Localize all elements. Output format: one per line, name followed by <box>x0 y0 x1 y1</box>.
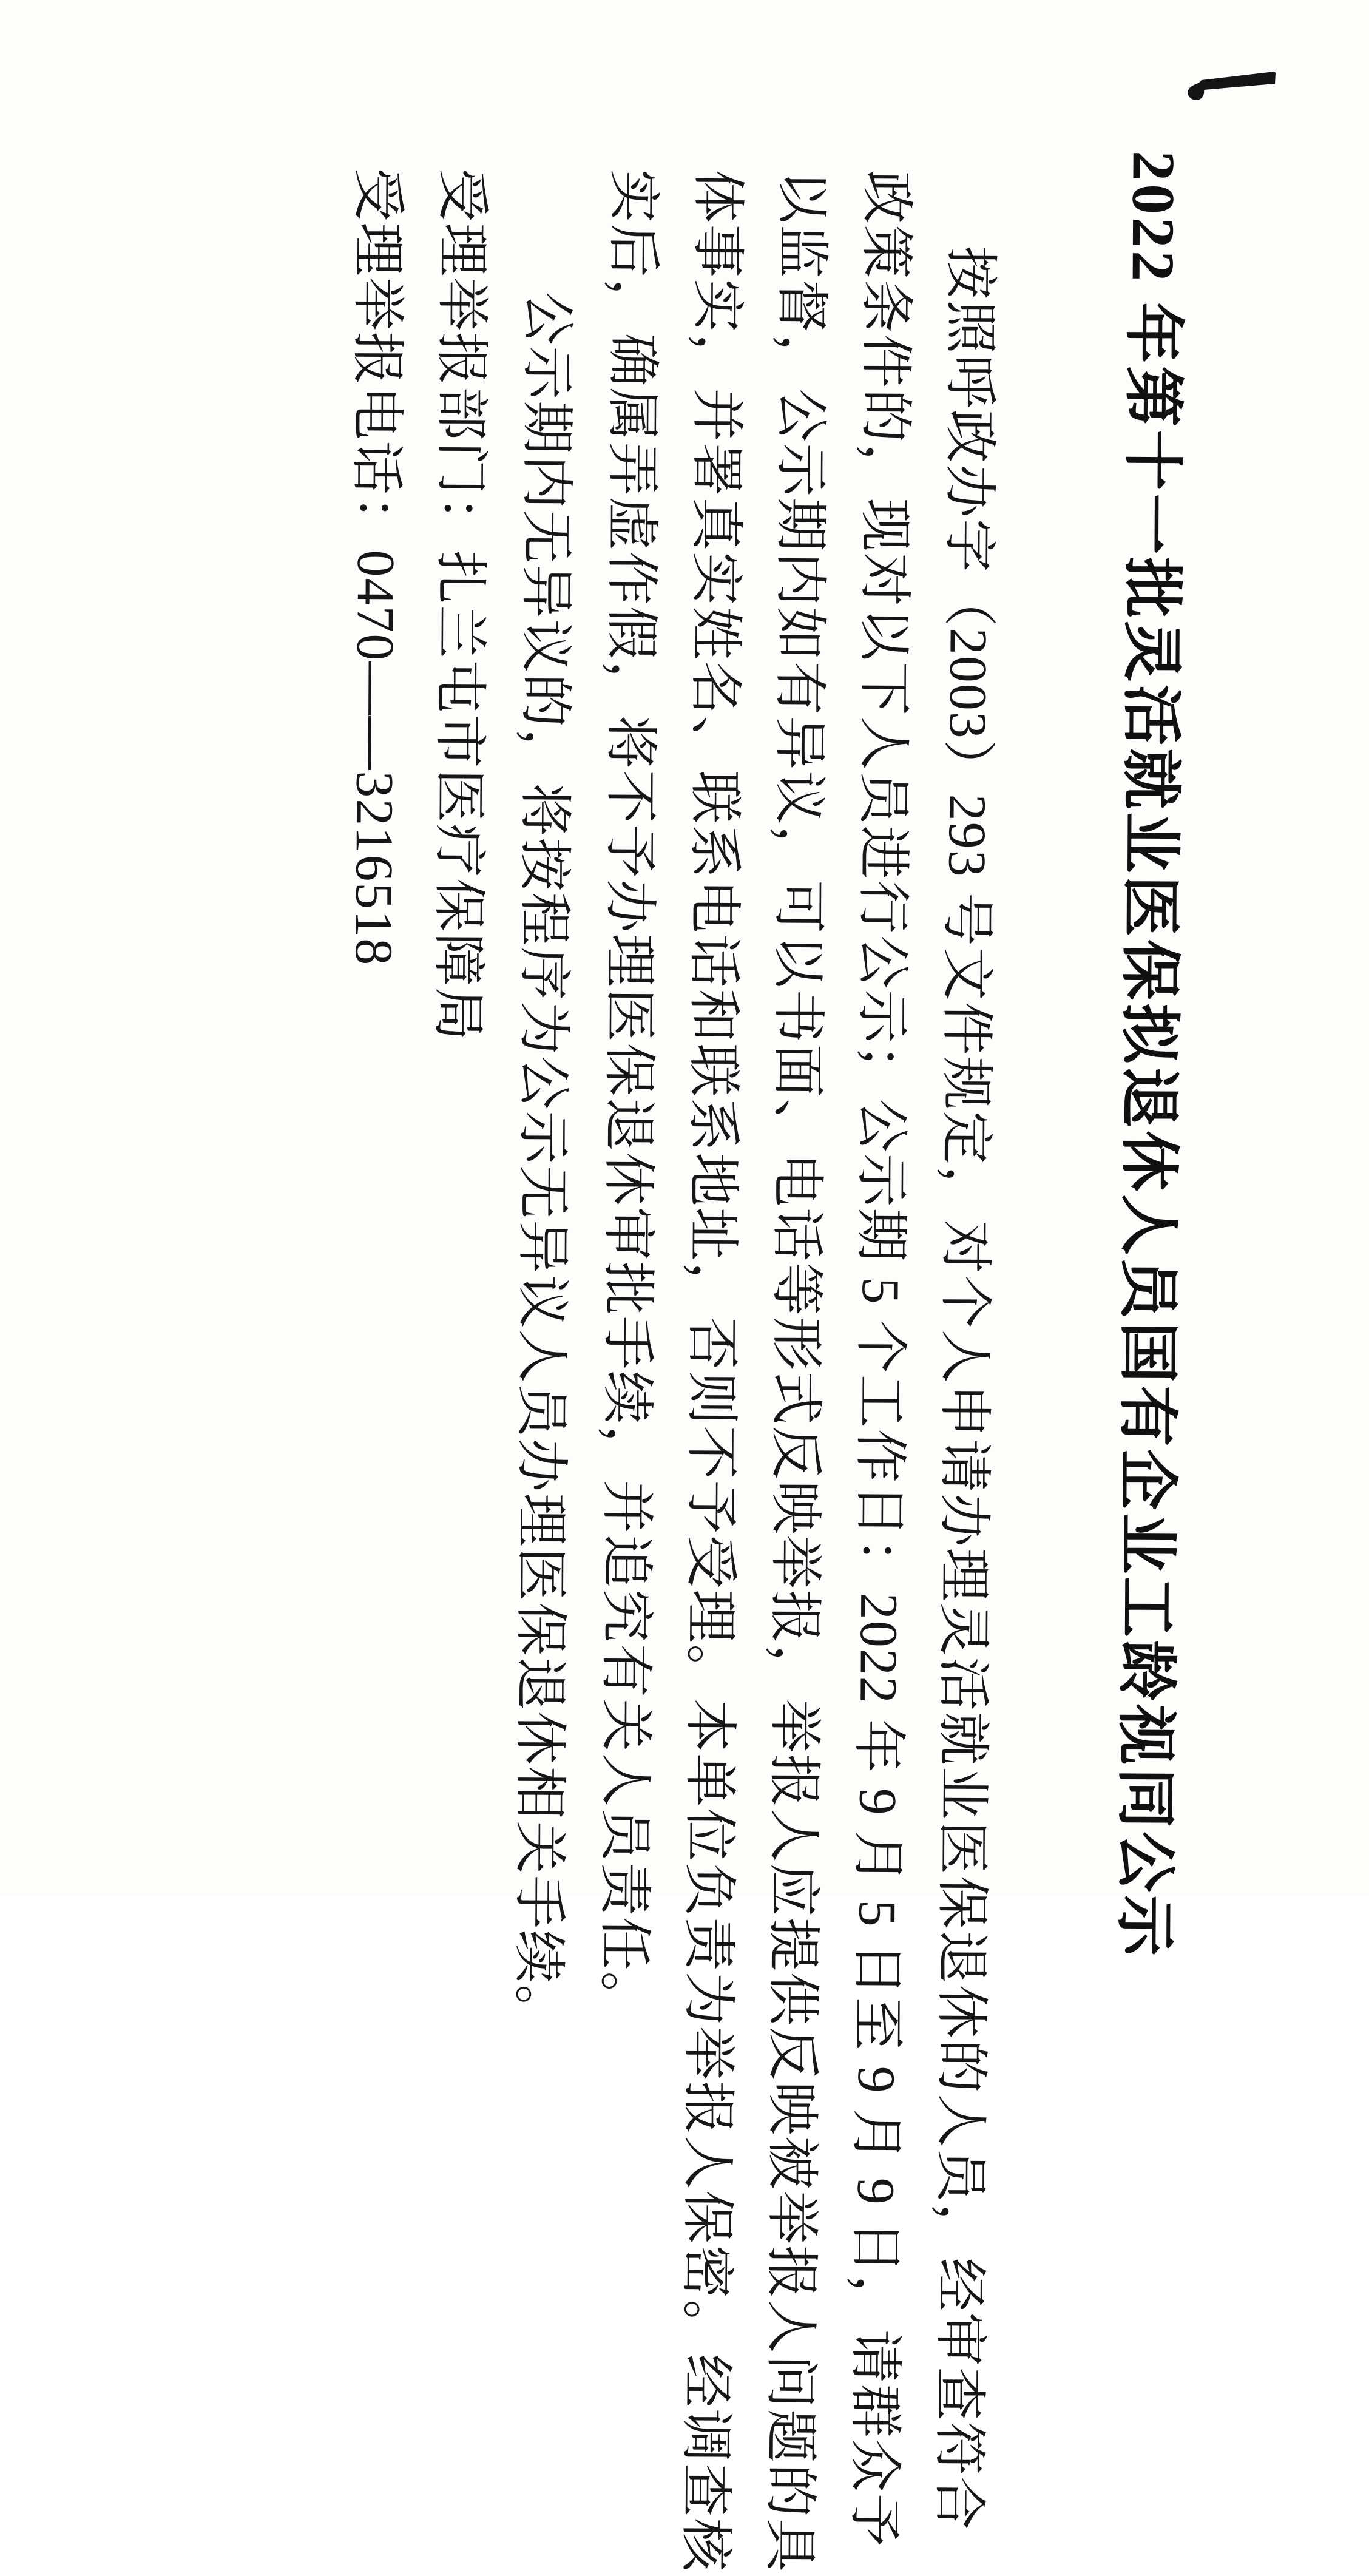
report-phone-line: 受理举报电话：0470——3216518 <box>343 167 407 967</box>
body-line-4: 体事实，并署真实姓名、联系电话和联系地址，否则不予受理。本单位负责为举报人保密。经调查核 <box>675 169 747 2573</box>
body-line-6: 公示期内无异议的，将按程序为公示无异议人员办理医保退休相关手续。 <box>508 291 576 2040</box>
document-title: 2022 年第十一批灵活就业医保拟退休人员国有企业工龄视同公示 <box>1110 150 1188 1959</box>
body-line-3: 以监督，公示期内如有异议，可以书面、电话等形式反映举报，举报人应提供反映被举报人问题的具 <box>759 169 831 2574</box>
document-body <box>327 167 1013 2574</box>
pen-stroke-artifact <box>1185 66 1279 103</box>
body-line-2: 政策条件的，现对以下人员进行公示；公示期 5 个工作日：2022 年 9 月 5 日至 9 月 9 日，请群众予 <box>844 170 916 2549</box>
report-department-line: 受理举报部门：扎兰屯市医疗保障局 <box>427 167 492 1043</box>
body-line-5: 实后，确属弄虚作假，将不予办理医保退休审批手续，并追究有关人员责任。 <box>593 169 663 2026</box>
body-line-1: 按照呼政办字（2003）293 号文件规定，对个人申请办理灵活就业医保退休的人员，经审查符合 <box>928 245 999 2531</box>
